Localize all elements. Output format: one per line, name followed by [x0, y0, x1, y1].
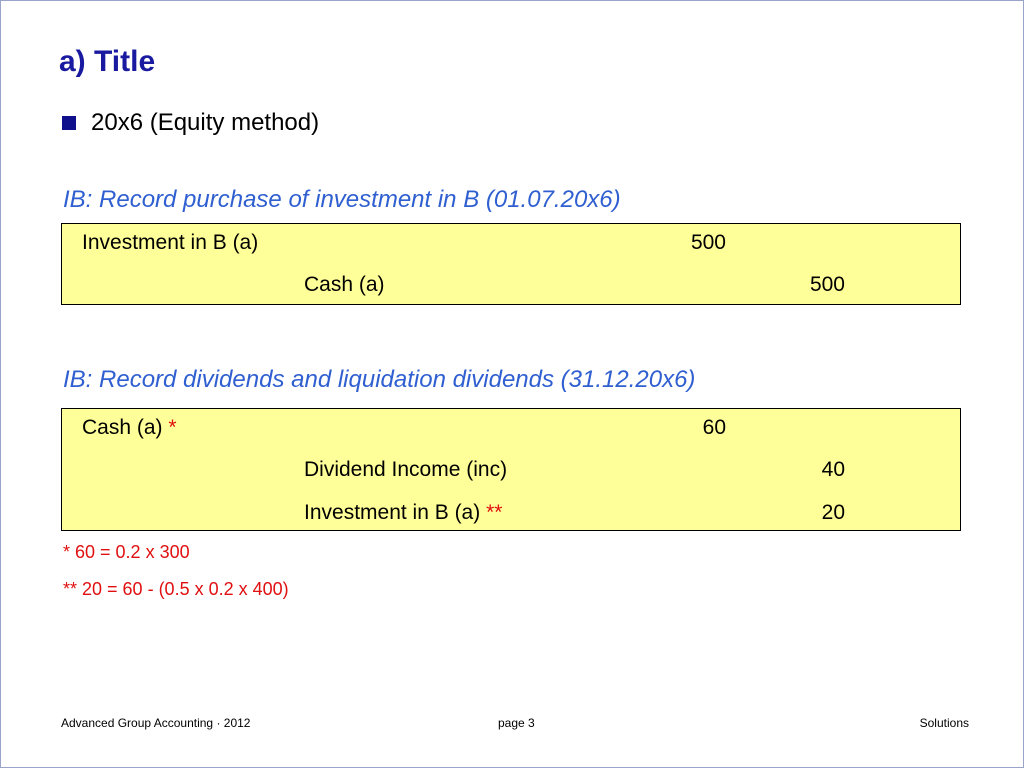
journal-row: [62, 224, 960, 264]
bullet-item: [62, 109, 319, 137]
bullet-text: 20x6 (Equity method): [91, 109, 320, 136]
journal-entry-purchase: [61, 223, 961, 305]
credit-amount: 20: [821, 501, 845, 524]
debit-account: Investment in B (a): [82, 231, 259, 254]
credit-account: Dividend Income (inc): [304, 458, 508, 481]
footnote-2: ** 20 = 60 - (0.5 x 0.2 x 400): [63, 579, 289, 599]
footer-course: Advanced Group Accounting · 2012: [61, 716, 251, 730]
credit-account: [304, 501, 502, 525]
debit-amount: 500: [690, 231, 726, 254]
debit-account: [82, 416, 177, 440]
footnote-1: * 60 = 0.2 x 300: [63, 542, 190, 562]
square-bullet-icon: [62, 116, 76, 130]
journal-row: [62, 451, 960, 491]
journal-row: [62, 266, 960, 306]
credit-amount: 40: [821, 458, 845, 481]
footnote-marker: **: [486, 501, 503, 524]
debit-amount: 60: [702, 416, 726, 439]
credit-amount: 500: [809, 273, 845, 296]
slide-title: a) Title: [59, 45, 156, 78]
section-heading-purchase: IB: Record purchase of investment in B (01.07.20x6): [63, 186, 621, 213]
journal-row: [62, 409, 960, 449]
journal-entry-dividends: [61, 408, 961, 531]
section-heading-dividends: IB: Record dividends and liquidation dividends (31.12.20x6): [63, 366, 696, 393]
debit-account-label: Cash (a): [82, 416, 163, 439]
journal-row: [62, 494, 960, 534]
credit-account: Cash (a): [304, 273, 385, 296]
footnote-marker: *: [168, 416, 177, 439]
footer-section: Solutions: [919, 716, 969, 730]
credit-account-label: Investment in B (a): [304, 501, 481, 524]
footer-page-number: page 3: [498, 716, 535, 730]
